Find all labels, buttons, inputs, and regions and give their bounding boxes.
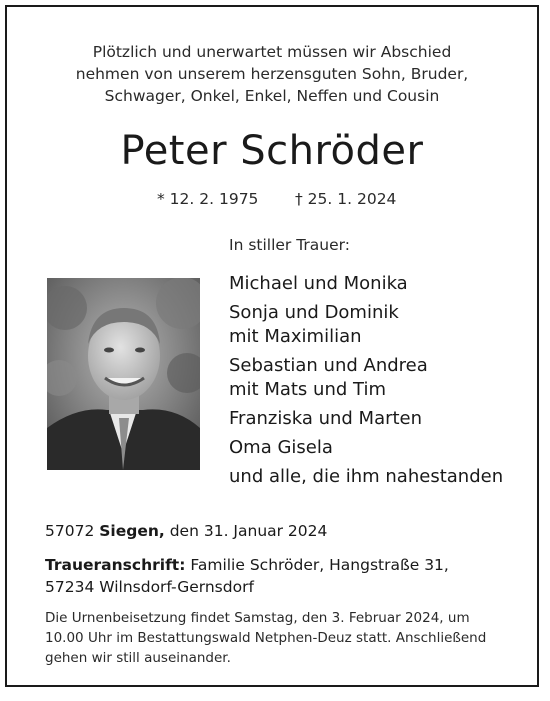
mourner-entry xyxy=(229,354,503,402)
deceased-name: Peter Schröder xyxy=(120,128,424,174)
mourner-line: Franziska und Marten xyxy=(229,408,423,429)
intro-text xyxy=(7,41,537,107)
mourner-entry xyxy=(229,407,503,431)
city: Siegen, xyxy=(99,522,165,540)
portrait-photo xyxy=(47,278,200,470)
place-and-date xyxy=(45,522,327,540)
notice-line-1: Die Urnenbeisetzung findet Samstag, den 3. Februar 2024, um xyxy=(45,610,470,626)
mourner-entry xyxy=(229,465,503,489)
address-line-1: Familie Schröder, Hangstraße 31, xyxy=(190,556,449,574)
mourner-entry xyxy=(229,272,503,296)
birth-date: * 12. 2. 1975 xyxy=(157,190,259,208)
mourner-entry xyxy=(229,301,503,349)
notice-line-3: gehen wir still auseinander. xyxy=(45,650,231,666)
intro-line-3: Schwager, Onkel, Enkel, Neffen und Cousin xyxy=(104,87,440,105)
obituary-card xyxy=(5,5,539,687)
mourner-line: mit Mats und Tim xyxy=(229,379,386,400)
intro-line-2: nehmen von unserem herzensguten Sohn, Bruder, xyxy=(75,65,469,83)
mourner-line: und alle, die ihm nahestanden xyxy=(229,466,504,487)
funeral-notice xyxy=(45,608,510,668)
address-label: Traueranschrift: xyxy=(45,556,186,574)
mourner-line: Oma Gisela xyxy=(229,437,333,458)
mourner-line: Michael und Monika xyxy=(229,273,408,294)
address-line-2: 57234 Wilnsdorf-Gernsdorf xyxy=(45,578,254,596)
portrait-image xyxy=(47,278,200,470)
mourners-list xyxy=(229,272,503,494)
mourner-line: mit Maximilian xyxy=(229,326,362,347)
mourner-entry xyxy=(229,436,503,460)
mourning-heading: In stiller Trauer: xyxy=(229,236,350,254)
intro-line-1: Plötzlich und unerwartet müssen wir Abschied xyxy=(92,43,452,61)
notice-line-2: 10.00 Uhr im Bestattungswald Netphen-Deuz statt. Anschließend xyxy=(45,630,487,646)
mourning-address xyxy=(45,554,449,598)
death-date: † 25. 1. 2024 xyxy=(295,190,397,208)
mourner-line: Sonja und Dominik xyxy=(229,302,399,323)
postcode: 57072 xyxy=(45,522,95,540)
mourner-line: Sebastian und Andrea xyxy=(229,355,428,376)
date: den 31. Januar 2024 xyxy=(169,522,328,540)
